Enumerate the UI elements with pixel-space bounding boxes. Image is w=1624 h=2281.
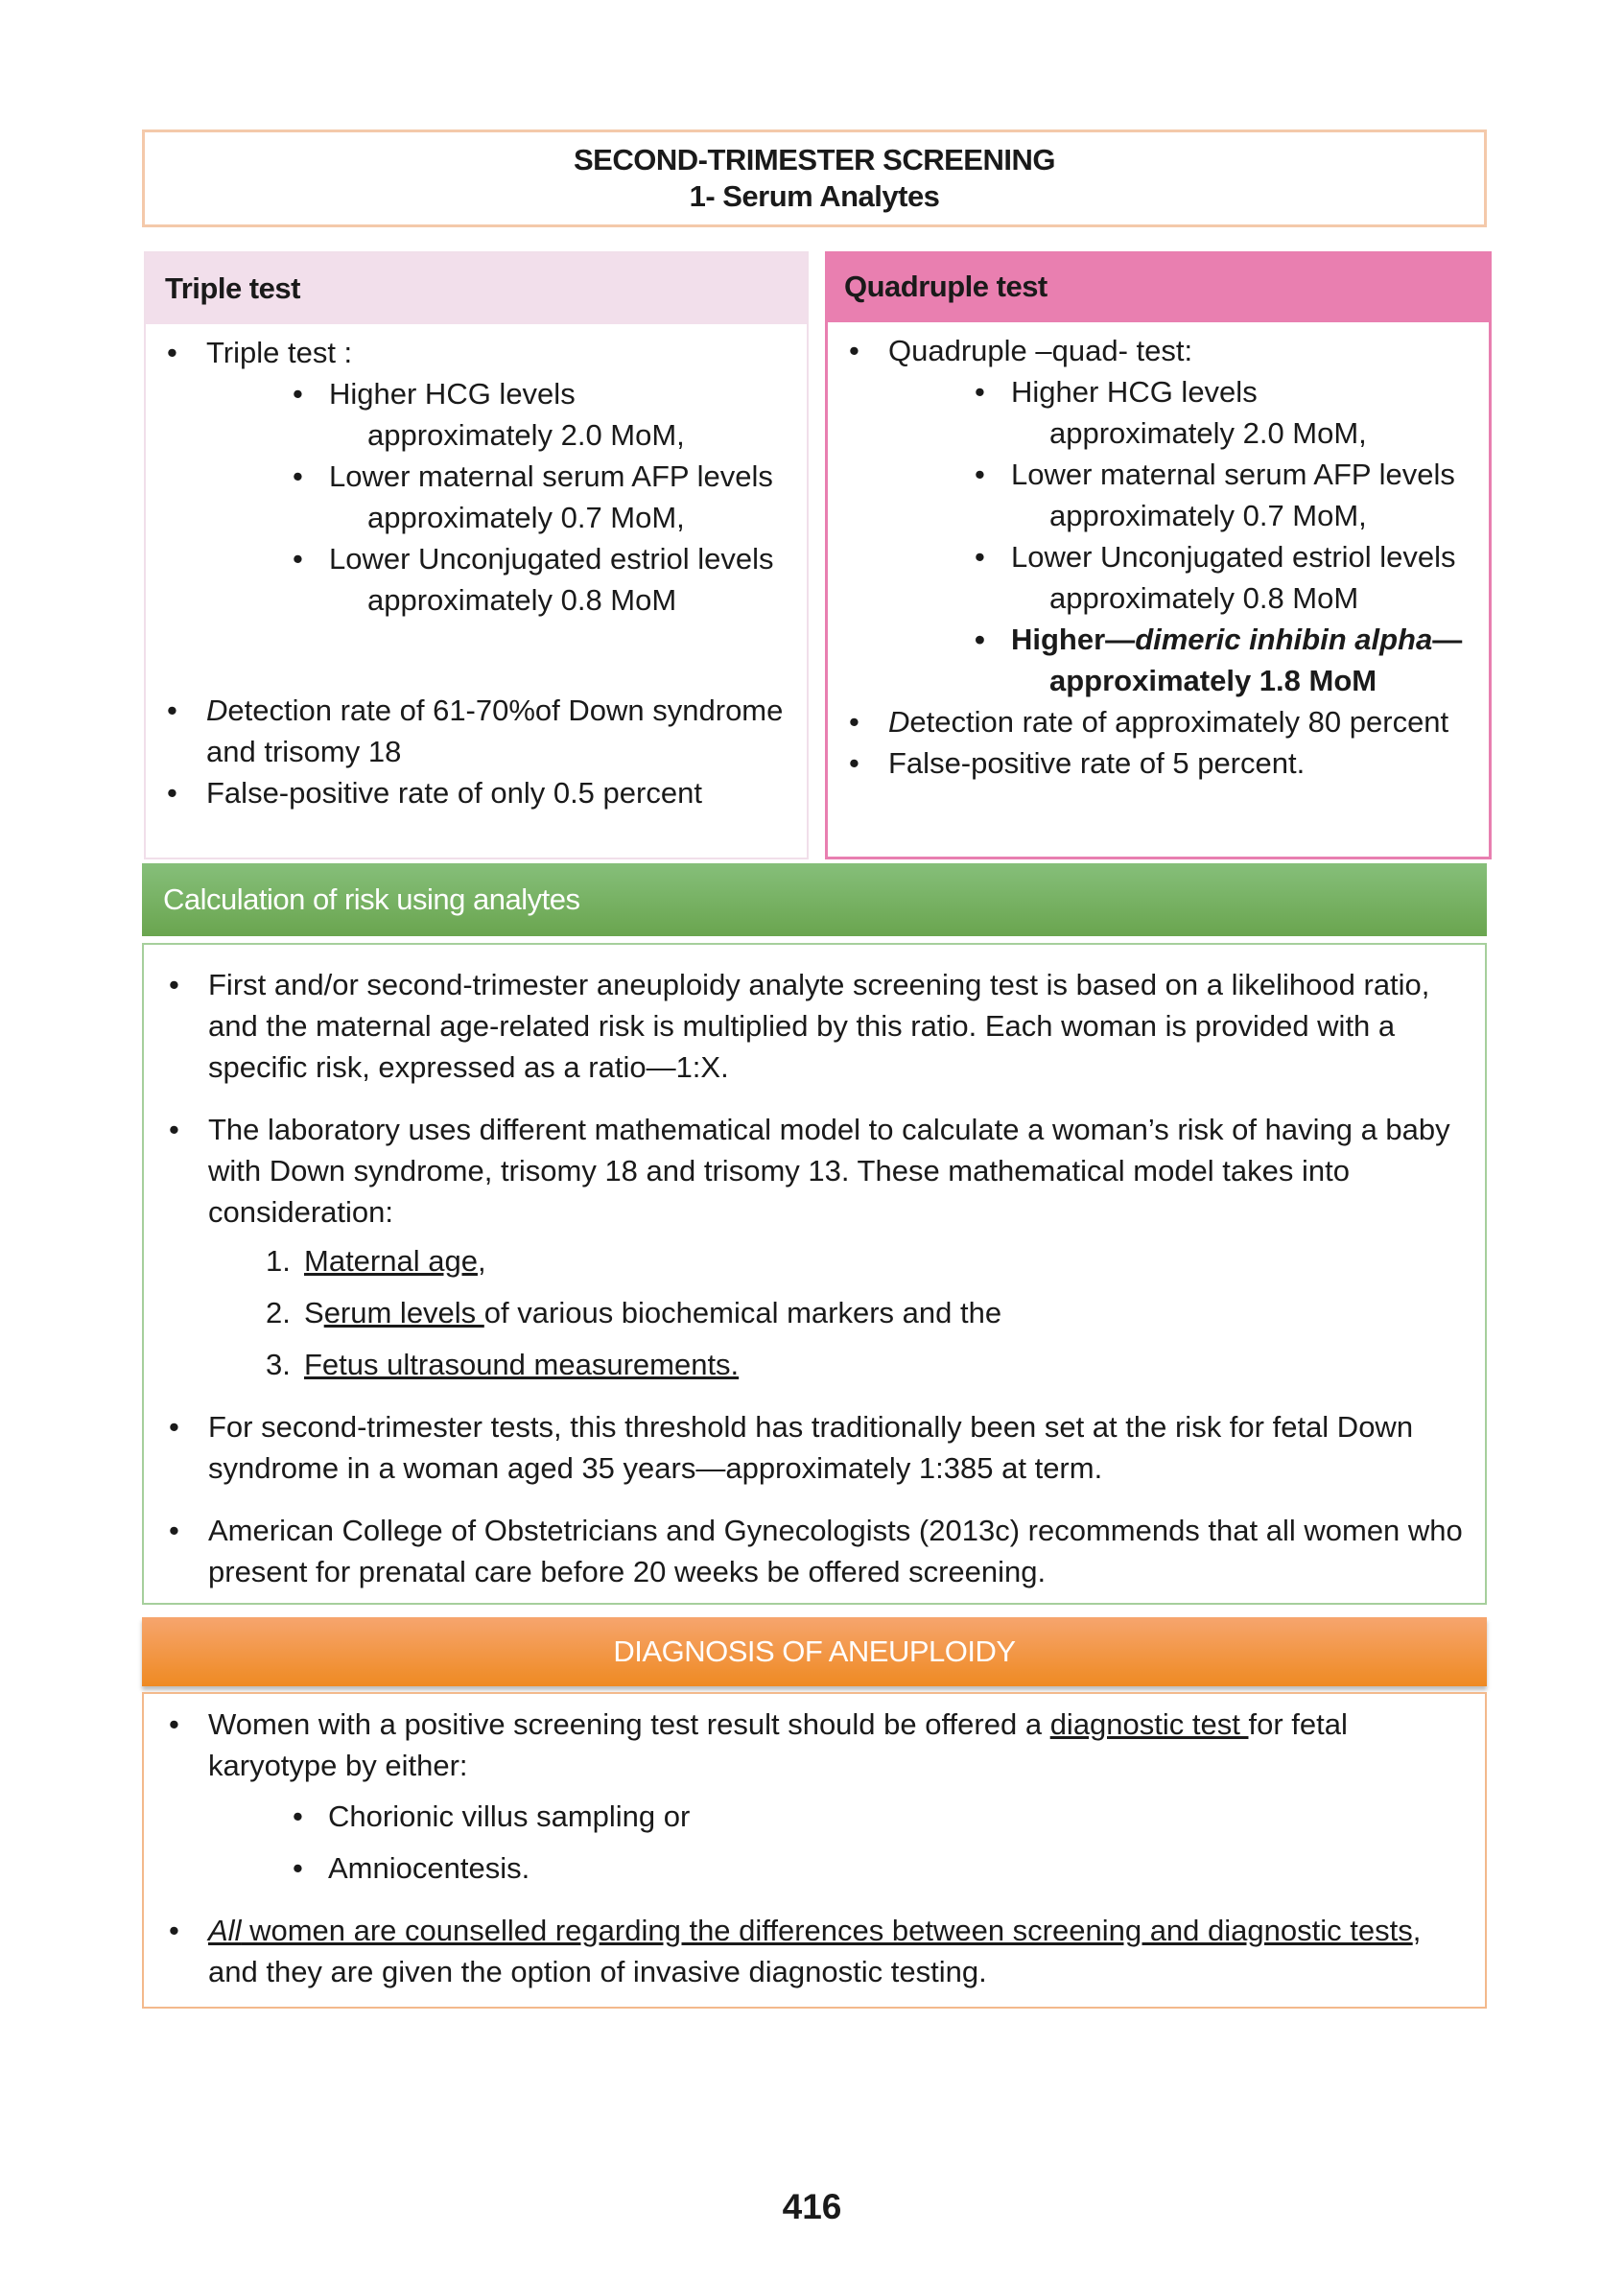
risk-section-body [142, 943, 1487, 1605]
analyte-item: • Higher HCG levels approximately 2.0 MoM, [888, 371, 1471, 454]
triple-test-heading: Triple test [146, 253, 807, 324]
list-item: • The laboratory uses different mathematical model to calculate a woman’s risk of having a baby with Down syndrome, trisomy 18 and trisomy 13. These mathematical model takes into consideration: 1. Maternal age, 2. Serum levels of various biochemical markers and the 3. Fetus ultrasound measurements. [165, 1109, 1464, 1385]
risk-factor-item: 3. Fetus ultrasound measurements. [266, 1348, 740, 1381]
analyte-item: • Lower Unconjugated estriol levels approximately 0.8 MoM [206, 538, 789, 621]
list-item: • All women are counselled regarding the differences between screening and diagnostic tests, and they are given the option of invasive diagnostic testing. [165, 1910, 1464, 1992]
list-item: • First and/or second-trimester aneuploidy analyte screening test is based on a likelihood ratio, and the maternal age-related risk is multiplied by this ratio. Each woman is provided with a specific risk, expressed as a ratio—1:X. [165, 964, 1464, 1088]
list-item: • American College of Obstetricians and Gynecologists (2013c) recommends that all women who present for prenatal care before 20 weeks be offered screening. [165, 1510, 1464, 1592]
page-title: SECOND-TRIMESTER SCREENING [574, 143, 1055, 176]
false-positive-item: • False-positive rate of only 0.5 percent [163, 772, 789, 813]
diagnostic-option: • Amniocentesis. [208, 1847, 1464, 1889]
diagnosis-section-body [142, 1692, 1487, 2009]
analyte-item: • Higher HCG levels approximately 2.0 MoM, [206, 373, 789, 456]
page-subtitle: 1- Serum Analytes [689, 179, 940, 213]
detection-rate-item: • Detection rate of approximately 80 percent [845, 701, 1471, 742]
diagnostic-options-list [208, 1796, 1464, 1889]
list-item: • Triple test : • Higher HCG levels approximately 2.0 MoM, • Lower maternal serum AFP levels approximately 0.7 MoM, • Lower Unconjugated estriol levels approximately 0.8 MoM [163, 332, 789, 621]
quadruple-test-card [825, 251, 1492, 859]
false-positive-item: • False-positive rate of 5 percent. [845, 742, 1471, 784]
quadruple-test-heading: Quadruple test [825, 251, 1492, 322]
list-item: • For second-trimester tests, this threshold has traditionally been set at the risk for fetal Down syndrome in a woman aged 35 years—approximately 1:385 at term. [165, 1406, 1464, 1489]
risk-factor-list [208, 1240, 1464, 1385]
detection-rate-item: • Detection rate of 61-70%of Down syndrome and trisomy 18 [163, 690, 789, 772]
list-item: • Quadruple –quad- test: • Higher HCG levels approximately 2.0 MoM, • Lower maternal serum AFP levels approximately 0.7 MoM, • Lower Unconjugated estriol levels approximately 0.8 MoM • Higher—dimeric inhibin alpha— approximately 1.8 MoM [845, 330, 1471, 701]
page-number: 416 [782, 2187, 842, 2226]
diagnosis-section-heading: DIAGNOSIS OF ANEUPLOIDY [142, 1617, 1487, 1686]
triple-test-card [144, 251, 809, 859]
risk-section-heading: Calculation of risk using analytes [142, 863, 1487, 936]
risk-factor-item: 1. Maternal age, [266, 1244, 486, 1278]
analyte-item: • Lower maternal serum AFP levels approximately 0.7 MoM, [888, 454, 1471, 536]
analyte-item: • Lower Unconjugated estriol levels approximately 0.8 MoM [888, 536, 1471, 619]
risk-factor-item: 2. Serum levels of various biochemical markers and the [266, 1296, 1002, 1329]
page-title-box [142, 129, 1487, 227]
list-item: • Women with a positive screening test result should be offered a diagnostic test for fetal karyotype by either: • Chorionic villus sampling or • Amniocentesis. [165, 1704, 1464, 1889]
analyte-item: • Lower maternal serum AFP levels approximately 0.7 MoM, [206, 456, 789, 538]
triple-test-body [146, 324, 807, 813]
quadruple-test-body [828, 322, 1489, 784]
diagnostic-option: • Chorionic villus sampling or [208, 1796, 1464, 1837]
inhibin-item: • Higher—dimeric inhibin alpha— approximately 1.8 MoM [888, 619, 1471, 701]
